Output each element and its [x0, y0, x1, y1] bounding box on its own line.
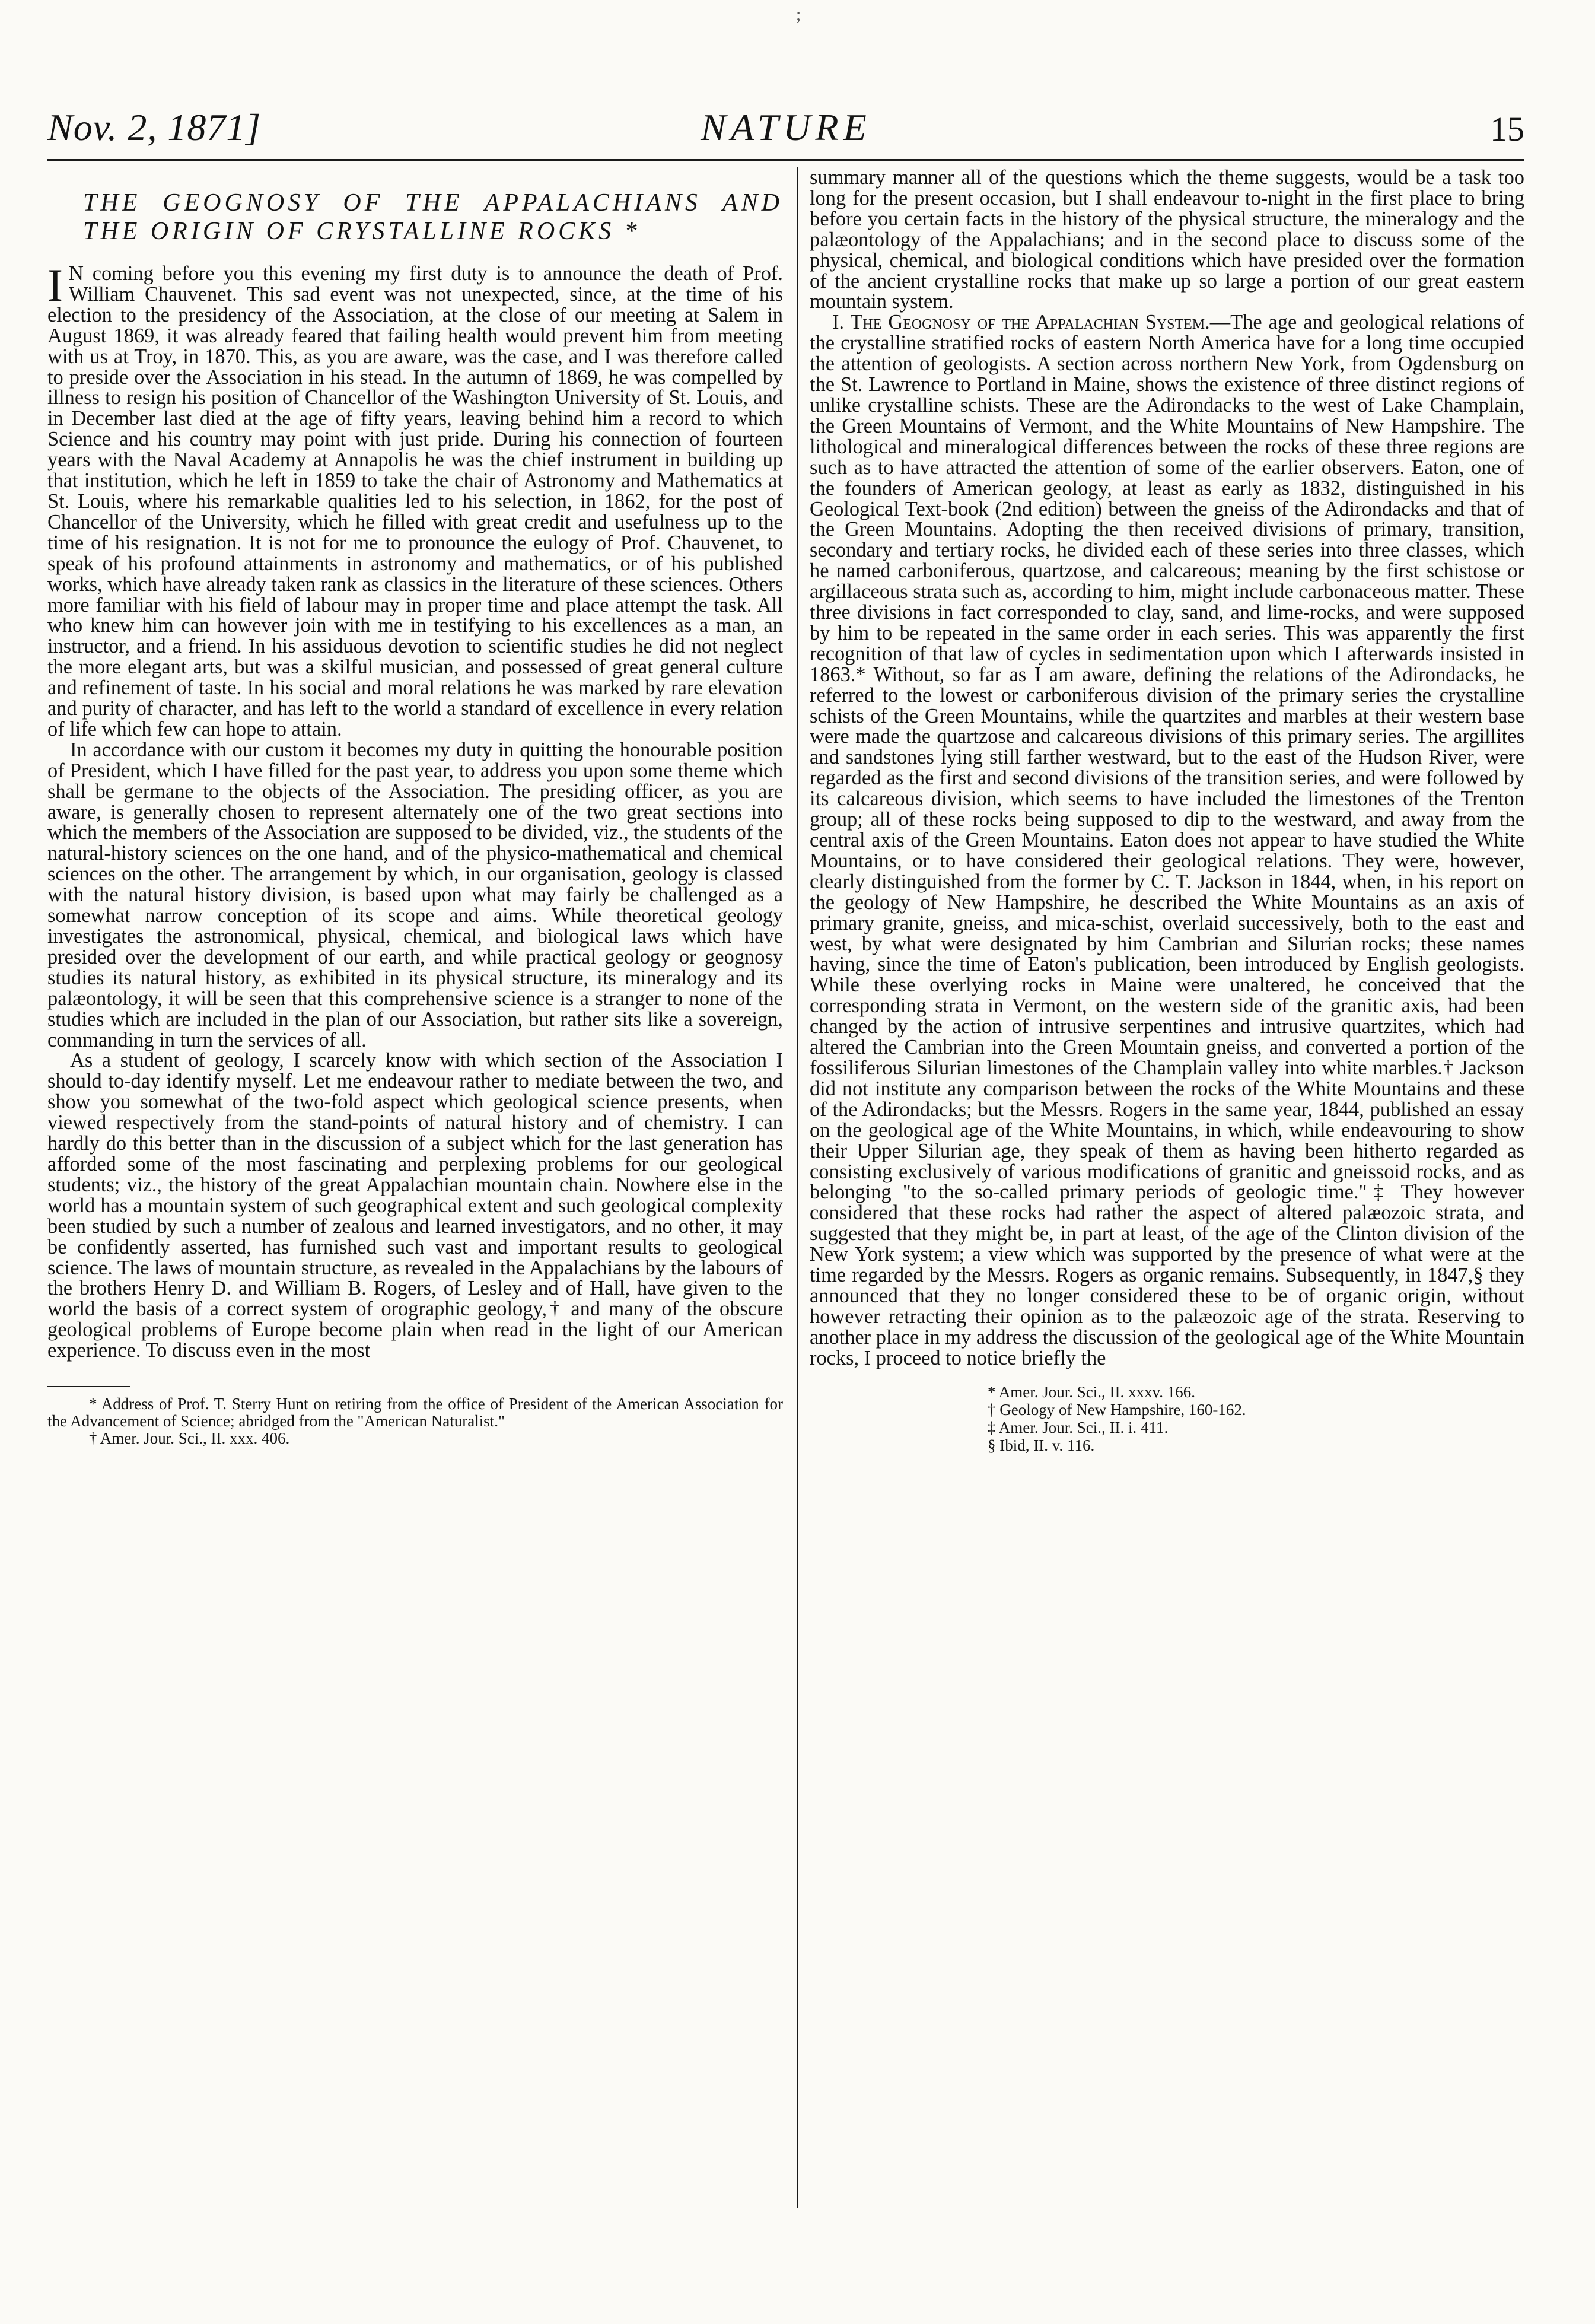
header-rule [47, 159, 1524, 161]
section-paragraph-text: —The age and geological relations of the crystalline stratified rocks of eastern North America have for a long time occupied the attention of geologists. A section across northern New York, from Ogdensburg on the St. Lawrence to Portland in Maine, shows the existence of three distinct regions of unlike crystalline schists. These are the Adirondacks to the west of Lake Champlain, the Green Mountains of Vermont, and the White Mountains of New Hampshire. The lithological and mineralogical differences between the rocks of these three regions are such as to have attracted the attention of some of the earlier observers. Eaton, one of the founders of American geology, at least as early as 1832, distinguished in his Geological Text-book (2nd edition) between the gneiss of the Adirondacks and that of the Green Mountains. Adopting the then received divisions of primary, transition, secondary and tertiary rocks, he divided each of these series into three classes, which he named carboniferous, quartzose, and calcareous; meaning by the first schistose or argillaceous strata such as, according to him, might include carbonaceous matter. These three divisions in fact corresponded to clay, sand, and lime-rocks, and were supposed by him to be repeated in the same order in each series. This was apparently the first recognition of that law of cycles in sedimentation upon which I afterwards insisted in 1863.* Without, so far as I am aware, defining the relations of the Adirondacks, he referred to the lowest or carboniferous division of the primary series the crystalline schists of the Green Mountains, while the quartzites and marbles at their western base were made the quartzose and calcareous divisions of this primary series. The argillites and sandstones lying still farther westward, but to the east of the Hudson River, were regarded as the first and second divisions of the transition series, and were followed by its calcareous division, which seems to have included the limestones of the Trenton group; all of these rocks being supposed to dip to the westward, and away from the central axis of the Green Mountains. Eaton does not appear to have studied the White Mountains, or to have considered their geological relations. They were, however, clearly distinguished from the former by C. T. Jackson in 1844, when, in his report on the geology of New Hampshire, he described the White Mountains as an axis of primary granite, gneiss, and mica-schist, overlaid successively, both to the east and west, by what were designated by him Cambrian and Silurian rocks; these names having, since the time of Eaton's publication, been introduced by English geologists. While these overlying rocks in Maine were unaltered, he conceived that the corresponding strata in Vermont, on the western side of the granitic axis, had been changed by the action of intrusive serpentines and intrusive quartzites, which had altered the Cambrian into the Green Mountain gneiss, and converted a portion of the fossiliferous Silurian limestones of the Champlain valley into white marbles.† Jackson did not institute any comparison between the rocks of the White Mountains and these of the Adirondacks; but the Messrs. Rogers in the same year, 1844, published an essay on the geological age of the White Mountains, in which, while endeavouring to show their Upper Silurian age, they speak of them as having been hitherto regarded as consisting exclusively of various modifications of granitic and gneissoid rocks, and as belonging "to the so-called primary periods of geologic time."‡ They however considered that these rocks had rather the aspect of altered palæozoic strata, and suggested that they might be, in part at least, of the age of the Clinton division of the New York system; a view which was supported by the presence of what were at the time regarded by the Messrs. Rogers as organic remains. Subsequently, in 1847,§ they announced that they no longer considered these to be of organic origin, without however retracting their opinion as to the palæozoic age of the strata. Reserving to another place in my address the discussion of the geological age of the White Mountain rocks, I proceed to notice briefly the [810, 311, 1525, 1369]
section-heading: I. The Geognosy of the Appalachian System. [832, 311, 1210, 334]
left-column [47, 172, 783, 1447]
right-column [810, 167, 1524, 1454]
paragraph-continued: summary manner all of the questions which the theme suggests, would be a task too long for the present occasion, but I shall endeavour to-night in the first place to bring before you certain facts in the history of the physical structure, the mineralogy and the palæontology of the Appalachians; and in the second place to discuss some of the physical, chemical, and biological conditions which have presided over the formation of the ancient crystalline rocks that make up so large a portion of our great eastern mountain system. [810, 166, 1524, 313]
footnote-dagger: † Amer. Jour. Sci., II. xxx. 406. [89, 1429, 290, 1448]
page-number: 15 [1490, 110, 1524, 148]
section-paragraph [810, 312, 1524, 1368]
paragraph-1-text: N coming before you this evening my first duty is to announce the death of Prof. William Chauvenet. This sad event was not unexpected, since, at the time of his election to the presidency of the Association, at the close of our meeting at Salem in August 1869, it was already feared that failing health would prevent him from meeting with us at Troy, in 1870. This, as you are aware, was the case, and I was therefore called to preside over the Association in his stead. In the autumn of 1869, he was compelled by illness to resign his position of Chancellor of the Washington University of St. Louis, and in December last died at the age of fifty years, leaving behind him a record to which Science and his country may point with just pride. During his connection of fourteen years with the Naval Academy at Annapolis he was the chief instrument in building up that institution, which he left in 1859 to take the chair of Astronomy and Mathematics at St. Louis, where his remarkable qualities led to his selection, in 1862, for the post of Chancellor of the University, which he filled with great credit and usefulness up to the time of his resignation. It is not for me to pronounce the eulogy of Prof. Chauvenet, to speak of his profound attainments in astronomy and mathematics, or of his published works, which have already taken rank as classics in the literature of these sciences. Others more familiar with his field of labour may in proper time and place attempt the task. All who knew him can however join with me in testifying to his excellences as a man, an instructor, and a friend. In his assiduous devotion to scientific studies he did not neglect the more elegant arts, but was a skilful musician, and possessed of great general culture and refinement of taste. In his social and moral relations he was marked by rare elevation and purity of character, and has left to the world a standard of excellence in every relation of life which few can hope to attain. [47, 262, 783, 740]
page-top-mark: ; [796, 5, 801, 24]
article-title: THE GEOGNOSY OF THE APPALACHIANS AND THE ORIGIN OF CRYSTALLINE ROCKS * [83, 189, 783, 245]
drop-cap: I [47, 259, 63, 311]
footnotes-right [988, 1383, 1524, 1454]
journal-title: NATURE [701, 106, 871, 148]
footnote-rule [47, 1386, 130, 1387]
paragraph-2: In accordance with our custom it becomes my duty in quitting the honourable position of President, which I have filled for the past year, to address you upon some theme which shall be germane to the objects of the Association. The presiding officer, as you are aware, is generally chosen to represent alternately one of the two great sections into which the members of the Association are supposed to be divided, viz., the students of the natural-history sciences on the one hand, and of the physico-mathematical and chemical sciences on the other. The arrangement by which, in our organisation, geology is classed with the natural history division, is based upon what may fairly be challenged as a somewhat narrow conception of its scope and aims. While theoretical geology investigates the astronomical, physical, chemical, and biological laws which have presided over the development of our earth, and while practical geology or geognosy studies its natural history, as exhibited in its physical structure, its mineralogy and its palæontology, it will be seen that this comprehensive science is a stranger to none of the studies which are included in the plan of our Association, but rather sits like a sovereign, commanding in turn the services of all. [47, 738, 783, 1051]
issue-date: Nov. 2, 1871] [47, 106, 262, 148]
footnote-dagger: † Geology of New Hampshire, 160-162. [988, 1400, 1246, 1419]
column-divider [797, 167, 798, 2208]
footnote-section: § Ibid, II. v. 116. [988, 1436, 1095, 1454]
footnote-star: * Amer. Jour. Sci., II. xxxv. 166. [988, 1382, 1195, 1401]
running-header [47, 106, 1524, 165]
paragraph-3: As a student of geology, I scarcely know with which section of the Association I should to-day identify myself. Let me endeavour rather to mediate between the two, and show you somewhat of the two-fold aspect which geological science presents, when viewed respectively from the stand-points of natural history and of chemistry. I can hardly do this better than in the discussion of a subject which for the last generation has afforded some of the most fascinating and perplexing problems for our geological students; viz., the history of the great Appalachian mountain chain. Nowhere else in the world has a mountain system of such geographical extent and such geological complexity been studied by such a number of zealous and learned investigators, and no other, it may be confidently asserted, has furnished such vast and important results to geological science. The laws of mountain structure, as revealed in the Appalachians by the labours of the brothers Henry D. and William B. Rogers, of Lesley and of Hall, have given to the world the basis of a correct system of orographic geology,† and many of the obscure geological problems of Europe become plain when read in the light of our American experience. To discuss even in the most [47, 1049, 783, 1362]
footnote-double-dagger: ‡ Amer. Jour. Sci., II. i. 411. [988, 1418, 1169, 1436]
footnote-address: * Address of Prof. T. Sterry Hunt on retiring from the office of President of the American Association for the Advancement of Science; abridged from the "American Naturalist." [47, 1395, 783, 1430]
paragraph-1 [47, 259, 783, 740]
